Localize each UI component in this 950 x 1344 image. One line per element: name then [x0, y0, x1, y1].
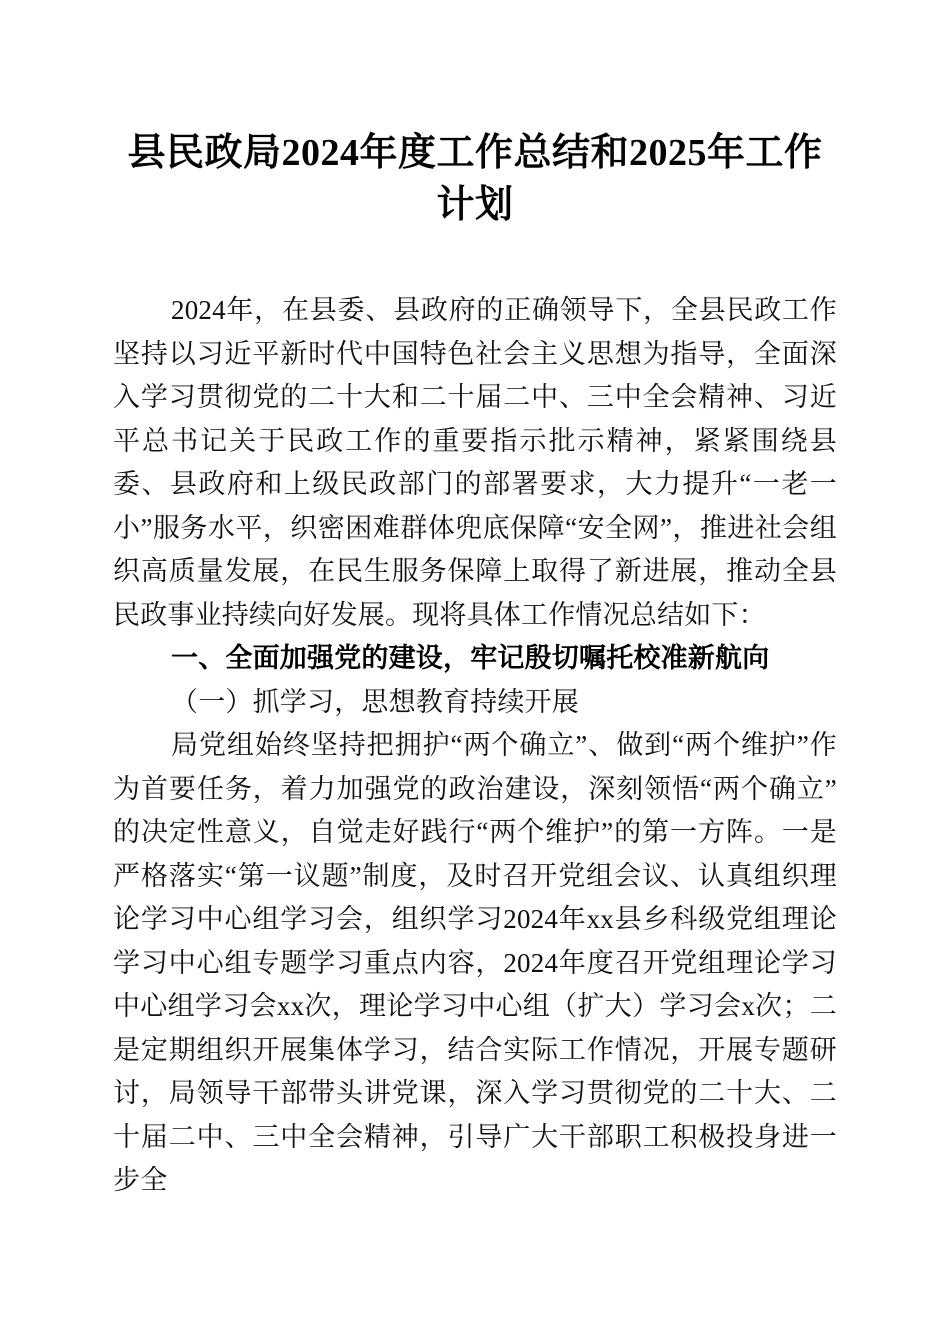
section-1-1-body-paragraph: 局党组始终坚持把拥护“两个确立”、做到“两个维护”作为首要任务，着力加强党的政治建设，深刻领悟“两个确立”的决定性意义，自觉走好践行“两个维护”的第一方阵。一是严格落实“第一议题”制度，及时召开党组会议、认真组织理论学习中心组学习会，组织学习2024年xx县乡科级党组理论学习中心组专题学习重点内容，2024年度召开党组理论学习中心组学习会xx次，理论学习中心组（扩大）学习会x次；二是定期组织开展集体学习，结合实际工作情况，开展专题研讨，局领导干部带头讲党课，深入学习贯彻党的二十大、二十届二中、三中全会精神，引导广大干部职工积极投身进一步全: [113, 730, 837, 1195]
page-title: 县民政局2024年度工作总结和2025年工作计划: [127, 132, 823, 226]
section-heading-1: 一、全面加强党的建设，牢记殷切嘱托校准新航向: [171, 643, 770, 673]
section-subheading-1-1: （一）抓学习，思想教育持续开展: [171, 686, 579, 717]
page-text-column: [113, 0, 837, 1203]
opening-paragraph: 2024年，在县委、县政府的正确领导下，全县民政工作坚持以习近平新时代中国特色社会主义思想为指导，全面深入学习贯彻党的二十大和二十届二中、三中全会精神、习近平总书记关于民政工作的重要指示批示精神，紧紧围绕县委、县政府和上级民政部门的部署要求，大力提升“一老一小”服务水平，织密困难群体兜底保障“安全网”，推进社会组织高质量发展，在民生服务保障上取得了新进展，推动全县民政事业持续向好发展。现将具体工作情况总结如下：: [113, 295, 837, 630]
